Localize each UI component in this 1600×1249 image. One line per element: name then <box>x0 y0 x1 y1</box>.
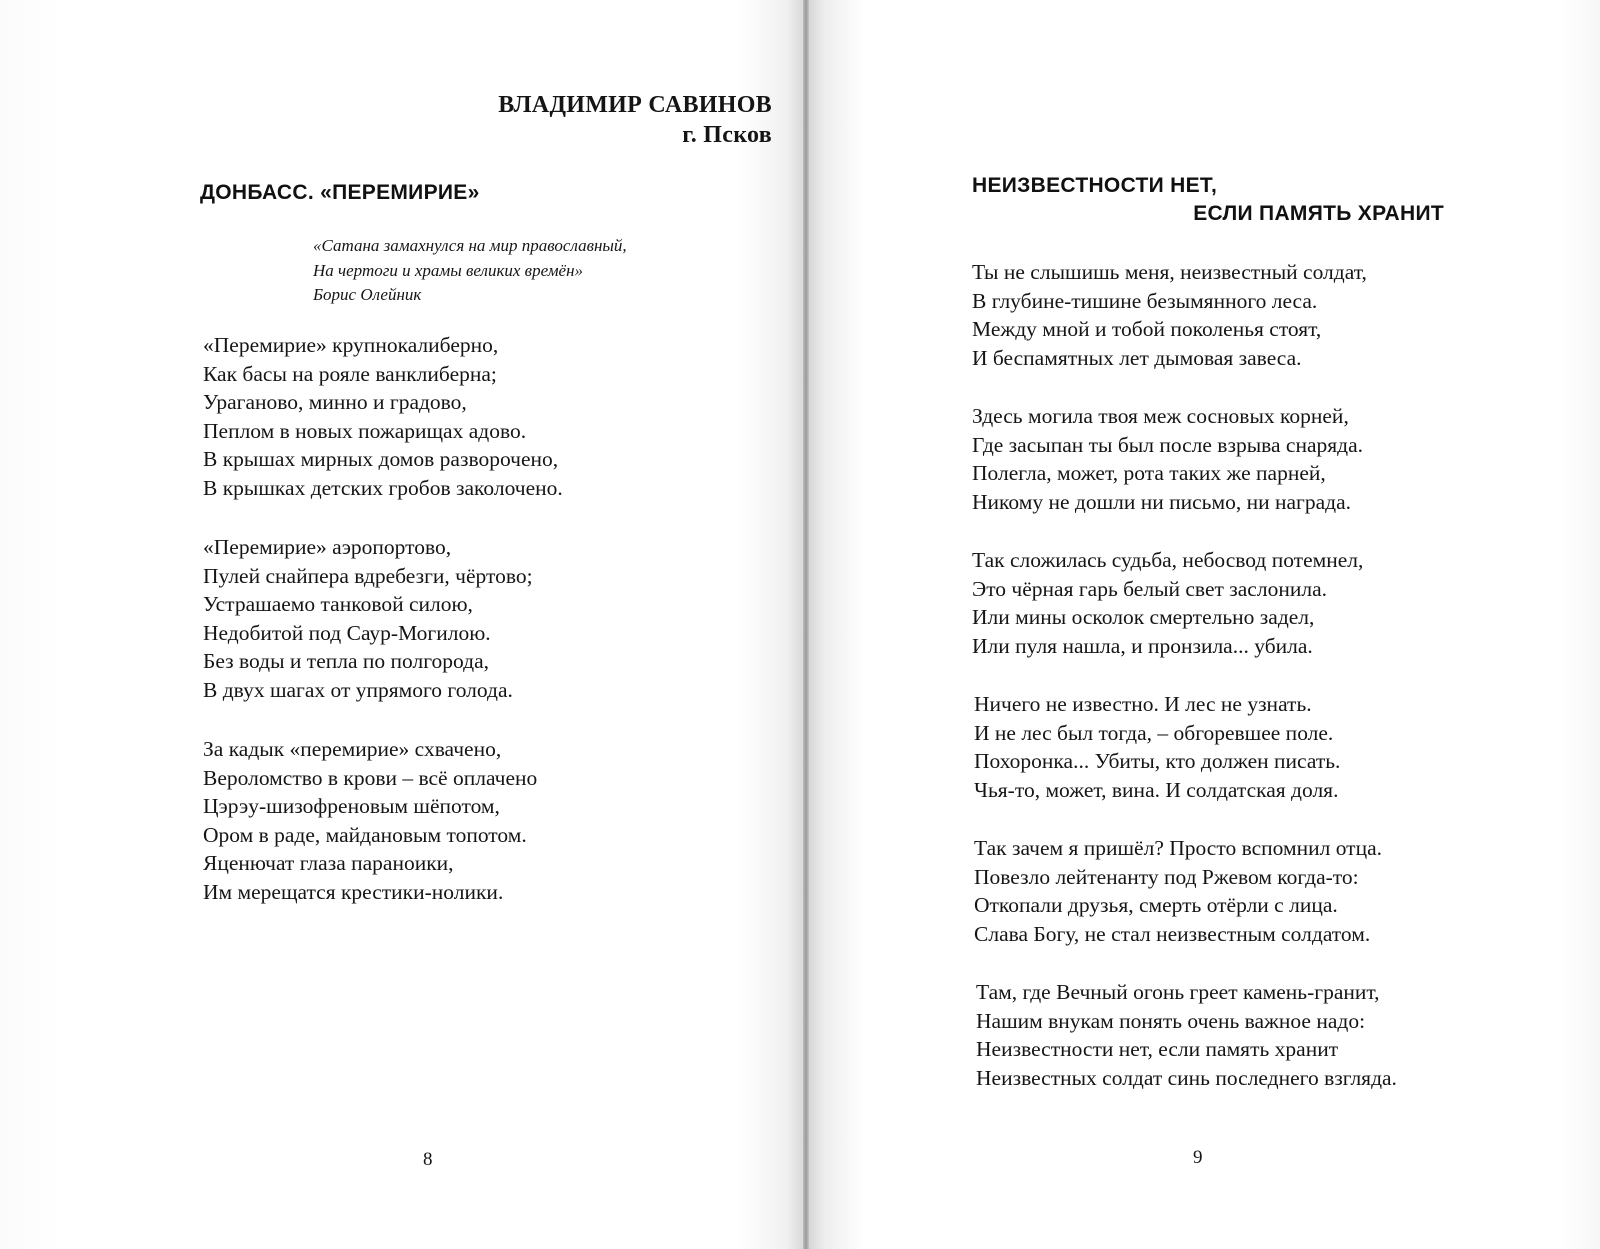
poem-line: В глубине-тишине безымянного леса. <box>972 288 1318 313</box>
poem-line: Неизвестных солдат синь последнего взгляда. <box>976 1065 1397 1090</box>
poem-line: Чья-то, может, вина. И солдатская доля. <box>974 777 1339 802</box>
epigraph-line: На чертоги и храмы великих времён» <box>313 260 584 280</box>
poem-line: Ураганово, минно и градово, <box>203 390 467 414</box>
stanza <box>203 533 533 704</box>
poem-line: Или мины осколок смертельно задел, <box>972 605 1315 629</box>
stanza <box>974 834 1382 948</box>
page-number: 9 <box>1193 1147 1203 1168</box>
poem-line: Нашим внукам понять очень важное надо: <box>976 1008 1366 1033</box>
epigraph-author: Борис Олейник <box>313 285 422 304</box>
poem-title <box>972 172 1444 228</box>
poem-line: Без воды и тепла по полгорода, <box>203 649 489 673</box>
poem-line: «Перемирие» аэропортово, <box>203 535 452 559</box>
poem-line: Похоронка... Убиты, кто должен писать. <box>974 749 1341 773</box>
poem-line: В двух шагах от упрямого голода. <box>203 677 513 702</box>
poem-line: За кадык «перемирие» схвачено, <box>203 737 502 761</box>
stanza <box>203 735 537 906</box>
poem-line: Между мной и тобой поколенья стоят, <box>972 317 1322 341</box>
stanza <box>972 258 1367 372</box>
poem-line: Вероломство в крови – всё оплачено <box>203 765 538 790</box>
poem-title: ДОНБАСС. «ПЕРЕМИРИЕ» <box>200 181 480 204</box>
stanza <box>972 402 1363 516</box>
poem-line: Слава Богу, не стал неизвестным солдатом. <box>974 921 1371 946</box>
stanza <box>203 331 563 502</box>
author-city: г. Псков <box>682 122 772 148</box>
poem-line: В крышах мирных домов разворочено, <box>203 447 559 471</box>
stanza <box>974 690 1340 804</box>
poem-line: Пеплом в новых пожарищах адово. <box>203 418 527 443</box>
poem-line: Ты не слышишь меня, неизвестный солдат, <box>972 260 1367 284</box>
poem-title-line: ЕСЛИ ПАМЯТЬ ХРАНИТ <box>1193 202 1444 225</box>
poem-line: Яценючат глаза параноики, <box>203 851 454 875</box>
poem-line: Пулей снайпера вдребезги, чёртово; <box>203 563 533 588</box>
poem-line: Недобитой под Саур-Могилою. <box>203 620 491 645</box>
page-number: 8 <box>423 1149 433 1170</box>
poem-line: Никому не дошли ни письмо, ни награда. <box>972 489 1351 514</box>
stanza <box>972 546 1363 660</box>
poem-line: Там, где Вечный огонь греет камень-гранит, <box>976 980 1380 1004</box>
poem-line: Где засыпан ты был после взрыва снаряда. <box>972 432 1364 457</box>
poem-line: В крышках детских гробов заколочено. <box>203 475 563 500</box>
poem-line: Так сложилась судьба, небосвод потемнел, <box>972 548 1364 572</box>
poem-line: Как басы на рояле ванклиберна; <box>203 361 497 386</box>
poem-line: Откопали друзья, смерть отёрли с лица. <box>974 893 1338 917</box>
poem-line: Полегла, может, рота таких же парней, <box>972 461 1326 485</box>
poem-line: И беспамятных лет дымовая завеса. <box>972 345 1302 370</box>
poem-line: Повезло лейтенанту под Ржевом когда-то: <box>974 864 1359 889</box>
poem-line: Это чёрная гарь белый свет заслонила. <box>972 576 1327 601</box>
author-name: ВЛАДИМИР САВИНОВ <box>498 92 772 118</box>
poem-line: Устрашаемо танковой силою, <box>203 592 473 616</box>
poem-line: Им мерещатся крестики-нолики. <box>203 879 504 904</box>
poem-line: Или пуля нашла, и пронзила... убила. <box>972 633 1313 658</box>
poem-line: Ором в раде, майдановым топотом. <box>203 822 527 847</box>
poem-line: Цэрэу-шизофреновым шёпотом, <box>203 794 500 818</box>
stanza <box>976 978 1397 1092</box>
poem-line: «Перемирие» крупнокалиберно, <box>203 333 499 357</box>
poem-line: Так зачем я пришёл? Просто вспомнил отца. <box>974 836 1383 860</box>
poem-title-line: НЕИЗВЕСТНОСТИ НЕТ, <box>972 174 1218 197</box>
poem-line: И не лес был тогда, – обгоревшее поле. <box>974 720 1334 745</box>
poem-line: Ничего не известно. И лес не узнать. <box>974 692 1312 716</box>
epigraph-line: «Сатана замахнулся на мир православный, <box>313 236 627 255</box>
poem-line: Здесь могила твоя меж сосновых корней, <box>972 404 1349 428</box>
author-block <box>498 90 772 150</box>
poem-line: Неизвестности нет, если память хранит <box>976 1037 1339 1061</box>
epigraph <box>313 234 627 308</box>
